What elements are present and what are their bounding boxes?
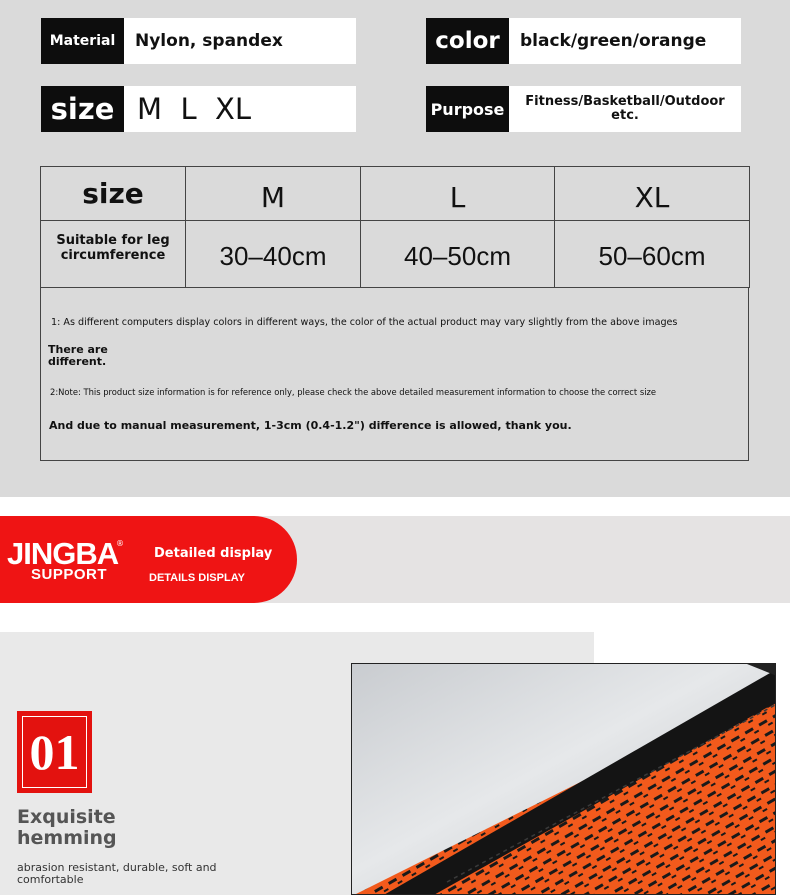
detailed-display-title: Detailed display [154,546,273,561]
spec-size-value: M L XL [124,86,356,132]
size-table-row [41,221,750,288]
feature-title: Exquisite hemming [17,806,117,849]
size-table [40,166,750,288]
circumference-xl: 50–60cm [555,221,750,288]
spec-material [41,18,356,64]
circumference-l: 40–50cm [361,221,555,288]
brand-pill [0,516,297,603]
size-header-xl: XL [555,167,750,221]
circumference-m: 30–40cm [186,221,361,288]
feature-number-badge [17,711,92,793]
note-3: And due to manual measurement, 1-3cm (0.4-1.2") difference is allowed, thank you. [49,419,572,432]
spec-color [426,18,741,64]
spec-material-label: Material [41,18,124,64]
spec-size-label: size [41,86,124,132]
registered-mark: ® [116,539,124,548]
product-hemming-photo [351,663,776,895]
spec-color-value: black/green/orange [509,18,741,64]
spec-purpose [426,86,741,132]
brand-logo-text: JINGBA [7,536,119,571]
spec-color-label: color [426,18,509,64]
note-1: 1: As different computers display colors in different ways, the color of the actual product may vary slightly from the above images [51,317,678,328]
size-header-l: L [361,167,555,221]
feature-number: 01 [22,716,87,788]
spec-purpose-label: Purpose [426,86,509,132]
circumference-label: Suitable for leg circumference [41,221,186,288]
brand-support-text: SUPPORT [31,566,108,583]
spec-size [41,86,356,132]
size-header-label: size [41,167,186,221]
note-2: 2:Note: This product size information is for reference only, please check the above detailed measurement information to choose the correct size [50,387,657,397]
spec-material-value: Nylon, spandex [124,18,356,64]
hemming-photo-image [352,664,776,895]
details-banner [0,516,790,603]
note-1-continued: There are different. [48,343,108,368]
feature-description: abrasion resistant, durable, soft and comfortable [17,861,217,886]
spec-purpose-value: Fitness/Basketball/Outdoor etc. [509,86,741,132]
details-display-subtitle: DETAILS DISPLAY [149,572,245,584]
notes-box [40,288,749,461]
size-table-header-row [41,167,750,221]
size-header-m: M [186,167,361,221]
